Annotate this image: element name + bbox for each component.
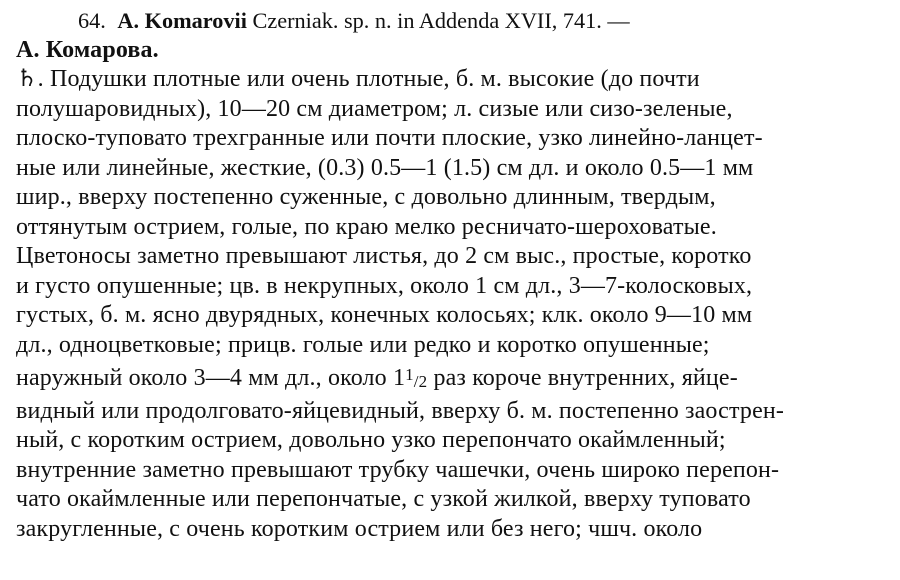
species-epithet: Komarovii <box>144 8 247 33</box>
species-heading <box>16 6 886 36</box>
description-line-15: чато окаймленные или перепончатые, с узкой жилкой, вверху туповато <box>16 486 751 512</box>
description-line-11: наружный около 3—4 мм дл., около $1^1/2$ раз короче внутренних, яйце- <box>16 365 738 391</box>
description-line-9: густых, б. м. ясно двурядных, конечных колосьях; клк. около 9—10 мм <box>16 302 753 328</box>
description-line-6: оттянутым острием, голые, по краю мелко ресничато-шероховатые. <box>16 213 717 240</box>
description-line-7: Цветоносы заметно превышают листья, до 2 см выс., простые, коротко <box>16 243 752 269</box>
description-line-14: внутренние заметно превышают трубку чашечки, очень широко перепон- <box>16 456 780 483</box>
description-line-16: закругленные, с очень коротким острием или без него; чшч. около <box>16 515 703 542</box>
description-line-13: ный, с коротким острием, довольно узко перепончато окаймленный; <box>16 427 726 453</box>
description-line-4: ные или линейные, жесткие, (0.3) 0.5—1 (1.5) см дл. и около 0.5—1 мм <box>16 154 754 181</box>
russian-species-name: А. Комарова. <box>16 36 159 63</box>
description-line-1: ♄. Подушки плотные или очень плотные, б. м. высокие (до почти <box>16 66 700 92</box>
description-line-12: видный или продолговато-яйцевидный, вверху б. м. постепенно заострен- <box>16 397 785 424</box>
species-number: 64. <box>78 8 106 33</box>
fraction-denominator: 2 <box>418 372 428 391</box>
species-author-citation: Czerniak. sp. n. in Addenda XVII, 741. — <box>252 8 630 33</box>
line-11-text-before: наружный около 3—4 мм дл., около 1 <box>16 365 406 391</box>
description-line-8: и густо опушенные; цв. в некрупных, около 1 см дл., 3—7-колосковых, <box>16 272 753 299</box>
description-line-10: дл., одноцветковые; прицв. голые или редко и коротко опушенные; <box>16 331 710 358</box>
description-line-5: шир., вверху постепенно суженные, с довольно длинным, твердым, <box>16 184 716 210</box>
description-line-2: полушаровидных), 10—20 см диаметром; л. сизые или сизо-зеленые, <box>16 95 733 122</box>
line-11-text-after: раз короче внутренних, яйце- <box>427 365 738 391</box>
fraction-numerator: 1 <box>405 365 414 384</box>
description-line-3: плоско-туповато трехгранные или почти плоские, узко линейно-ланцет- <box>16 125 763 151</box>
genus-abbreviation: A. <box>117 8 140 33</box>
